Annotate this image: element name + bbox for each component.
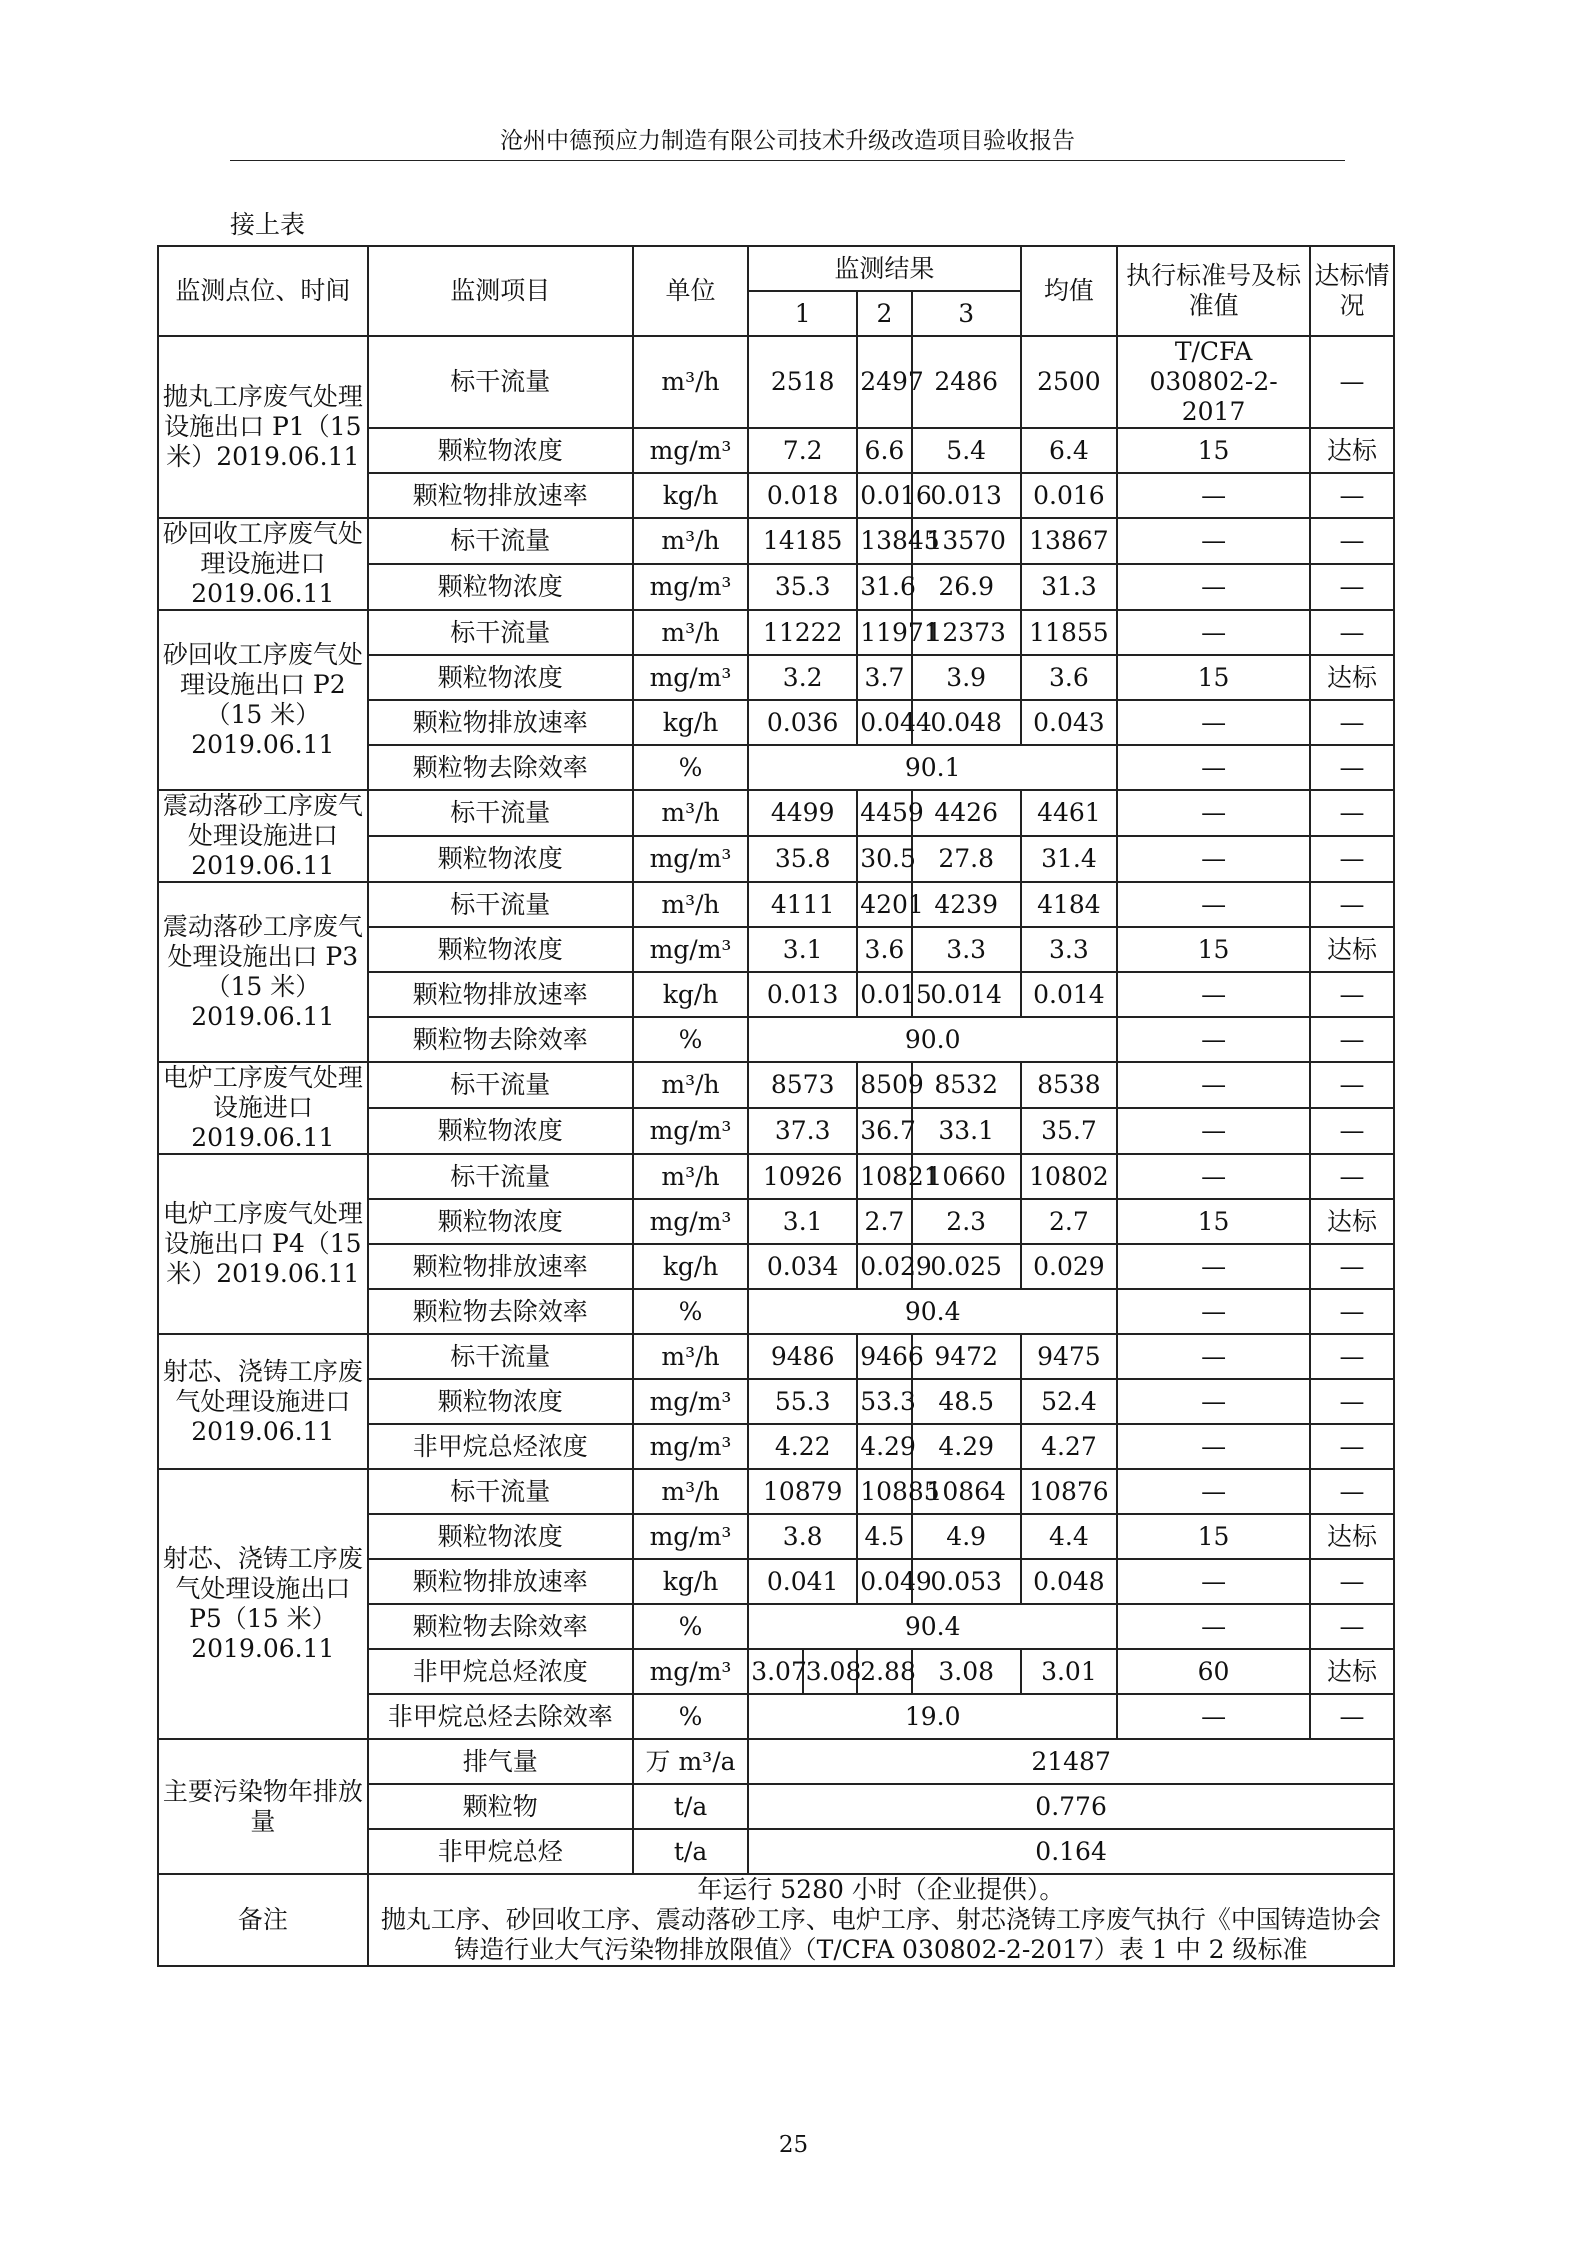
item-cell: 颗粒物浓度 bbox=[368, 1199, 633, 1244]
unit-cell: m³/h bbox=[633, 1334, 748, 1379]
unit-cell: 万 m³/a bbox=[633, 1739, 748, 1784]
col-header-results: 监测结果 bbox=[748, 246, 1021, 291]
table-row bbox=[158, 336, 1394, 428]
monitoring-table bbox=[157, 245, 1395, 1967]
standard-cell: — bbox=[1117, 1062, 1310, 1108]
standard-cell: 60 bbox=[1117, 1649, 1310, 1694]
standard-cell: — bbox=[1117, 790, 1310, 836]
standard-cell: 15 bbox=[1117, 655, 1310, 700]
unit-cell: % bbox=[633, 1289, 748, 1334]
mean-cell: 11855 bbox=[1021, 610, 1117, 655]
annual-row bbox=[158, 1739, 1394, 1784]
result-cell: 4111 bbox=[748, 882, 857, 927]
item-cell: 标干流量 bbox=[368, 1469, 633, 1514]
result-cell: 10821 bbox=[857, 1154, 912, 1199]
result-cell: 26.9 bbox=[912, 564, 1021, 610]
mean-cell: 3.6 bbox=[1021, 655, 1117, 700]
item-cell: 非甲烷总烃浓度 bbox=[368, 1649, 633, 1694]
compliance-cell: — bbox=[1310, 1017, 1394, 1062]
location-cell: 电炉工序废气处理设施进口 2019.06.11 bbox=[158, 1062, 368, 1154]
mean-cell: 0.014 bbox=[1021, 972, 1117, 1017]
result-cell: 11971 bbox=[857, 610, 912, 655]
location-cell: 射芯、浇铸工序废气处理设施出口 P5（15 米）2019.06.11 bbox=[158, 1469, 368, 1739]
result-cell: 3.8 bbox=[748, 1514, 857, 1559]
merged-result-cell: 90.0 bbox=[748, 1017, 1117, 1062]
compliance-cell: — bbox=[1310, 790, 1394, 836]
standard-cell: — bbox=[1117, 1017, 1310, 1062]
compliance-cell: 达标 bbox=[1310, 1649, 1394, 1694]
result-cell: 3.7 bbox=[857, 655, 912, 700]
unit-cell: mg/m³ bbox=[633, 1199, 748, 1244]
result-cell: 4239 bbox=[912, 882, 1021, 927]
merged-result-cell: 19.0 bbox=[748, 1694, 1117, 1739]
result-cell: 3.9 bbox=[912, 655, 1021, 700]
table-row bbox=[158, 1469, 1394, 1514]
result-cell: 10885 bbox=[857, 1469, 912, 1514]
location-cell: 砂回收工序废气处理设施出口 P2（15 米）2019.06.11 bbox=[158, 610, 368, 790]
unit-cell: % bbox=[633, 1604, 748, 1649]
annual-value-cell: 0.776 bbox=[748, 1784, 1394, 1829]
unit-cell: m³/h bbox=[633, 336, 748, 428]
compliance-cell: — bbox=[1310, 1694, 1394, 1739]
item-cell: 颗粒物浓度 bbox=[368, 428, 633, 473]
unit-cell: t/a bbox=[633, 1829, 748, 1874]
item-cell: 颗粒物去除效率 bbox=[368, 1289, 633, 1334]
mean-cell: 31.3 bbox=[1021, 564, 1117, 610]
result-cell: 7.2 bbox=[748, 428, 857, 473]
standard-cell: — bbox=[1117, 1469, 1310, 1514]
result-cell: 3.1 bbox=[748, 1199, 857, 1244]
compliance-cell: — bbox=[1310, 1334, 1394, 1379]
compliance-cell: — bbox=[1310, 610, 1394, 655]
mean-cell: 4461 bbox=[1021, 790, 1117, 836]
result-cell: 13570 bbox=[912, 518, 1021, 564]
result-cell: 9486 bbox=[748, 1334, 857, 1379]
item-cell: 颗粒物浓度 bbox=[368, 564, 633, 610]
result-cell: 10926 bbox=[748, 1154, 857, 1199]
compliance-cell: 达标 bbox=[1310, 655, 1394, 700]
result-cell: 4201 bbox=[857, 882, 912, 927]
item-cell: 颗粒物浓度 bbox=[368, 1514, 633, 1559]
result-cell: 8509 bbox=[857, 1062, 912, 1108]
unit-cell: % bbox=[633, 1017, 748, 1062]
unit-cell: mg/m³ bbox=[633, 655, 748, 700]
standard-cell: 15 bbox=[1117, 1514, 1310, 1559]
compliance-cell: — bbox=[1310, 836, 1394, 882]
item-cell: 非甲烷总烃 bbox=[368, 1829, 633, 1874]
result-cell: 4.29 bbox=[912, 1424, 1021, 1469]
mean-cell: 3.01 bbox=[1021, 1649, 1117, 1694]
unit-cell: kg/h bbox=[633, 700, 748, 745]
item-cell: 颗粒物去除效率 bbox=[368, 1017, 633, 1062]
compliance-cell: — bbox=[1310, 1424, 1394, 1469]
remarks-line: 抛丸工序、砂回收工序、震动落砂工序、电炉工序、射芯浇铸工序废气执行《中国铸造协会铸造行业大气污染物排放限值》（T/CFA 030802-2-2017）表 1 中 2 级标准 bbox=[380, 1905, 1381, 1964]
unit-cell: m³/h bbox=[633, 790, 748, 836]
result-cell: 3.08 bbox=[912, 1649, 1021, 1694]
unit-cell: m³/h bbox=[633, 1469, 748, 1514]
mean-cell: 6.4 bbox=[1021, 428, 1117, 473]
table-row bbox=[158, 518, 1394, 564]
item-cell: 排气量 bbox=[368, 1739, 633, 1784]
unit-cell: m³/h bbox=[633, 1062, 748, 1108]
location-cell: 震动落砂工序废气处理设施进口 2019.06.11 bbox=[158, 790, 368, 882]
standard-cell: — bbox=[1117, 836, 1310, 882]
col-header-standard: 执行标准号及标准值 bbox=[1117, 246, 1310, 336]
standard-cell: — bbox=[1117, 1694, 1310, 1739]
mean-cell: 9475 bbox=[1021, 1334, 1117, 1379]
result-cell: 4.22 bbox=[748, 1424, 857, 1469]
standard-cell: 15 bbox=[1117, 927, 1310, 972]
item-cell: 标干流量 bbox=[368, 882, 633, 927]
annual-value-cell: 21487 bbox=[748, 1739, 1394, 1784]
compliance-cell: 达标 bbox=[1310, 927, 1394, 972]
unit-cell: mg/m³ bbox=[633, 1424, 748, 1469]
col-header-r1: 1 bbox=[748, 291, 857, 336]
standard-cell: — bbox=[1117, 700, 1310, 745]
mean-cell: 10876 bbox=[1021, 1469, 1117, 1514]
result-cell: 3.6 bbox=[857, 927, 912, 972]
standard-cell: — bbox=[1117, 1604, 1310, 1649]
compliance-cell: 达标 bbox=[1310, 428, 1394, 473]
table-row bbox=[158, 790, 1394, 836]
result-cell: 3.07 bbox=[748, 1649, 803, 1694]
compliance-cell: — bbox=[1310, 1154, 1394, 1199]
standard-cell: — bbox=[1117, 1108, 1310, 1154]
col-header-item: 监测项目 bbox=[368, 246, 633, 336]
result-cell: 4499 bbox=[748, 790, 857, 836]
compliance-cell: — bbox=[1310, 564, 1394, 610]
compliance-cell: — bbox=[1310, 1289, 1394, 1334]
result-cell: 0.013 bbox=[748, 972, 857, 1017]
result-cell: 9466 bbox=[857, 1334, 912, 1379]
result-cell: 13845 bbox=[857, 518, 912, 564]
result-cell: 0.036 bbox=[748, 700, 857, 745]
remarks-row bbox=[158, 1874, 1394, 1966]
mean-cell: 31.4 bbox=[1021, 836, 1117, 882]
result-cell: 53.3 bbox=[857, 1379, 912, 1424]
standard-cell: — bbox=[1117, 1244, 1310, 1289]
result-cell: 48.5 bbox=[912, 1379, 1021, 1424]
item-cell: 颗粒物去除效率 bbox=[368, 1604, 633, 1649]
result-cell: 6.6 bbox=[857, 428, 912, 473]
compliance-cell: 达标 bbox=[1310, 1199, 1394, 1244]
item-cell: 标干流量 bbox=[368, 1334, 633, 1379]
standard-cell: 15 bbox=[1117, 428, 1310, 473]
result-cell: 4426 bbox=[912, 790, 1021, 836]
item-cell: 颗粒物排放速率 bbox=[368, 972, 633, 1017]
result-cell: 9472 bbox=[912, 1334, 1021, 1379]
unit-cell: kg/h bbox=[633, 972, 748, 1017]
item-cell: 标干流量 bbox=[368, 336, 633, 428]
item-cell: 标干流量 bbox=[368, 790, 633, 836]
result-cell: 0.029 bbox=[857, 1244, 912, 1289]
item-cell: 颗粒物去除效率 bbox=[368, 745, 633, 790]
unit-cell: mg/m³ bbox=[633, 428, 748, 473]
location-cell: 抛丸工序废气处理设施出口 P1（15 米）2019.06.11 bbox=[158, 336, 368, 518]
unit-cell: % bbox=[633, 1694, 748, 1739]
result-cell: 5.4 bbox=[912, 428, 1021, 473]
unit-cell: mg/m³ bbox=[633, 1649, 748, 1694]
item-cell: 颗粒物排放速率 bbox=[368, 1559, 633, 1604]
unit-cell: t/a bbox=[633, 1784, 748, 1829]
result-cell: 0.053 bbox=[912, 1559, 1021, 1604]
result-cell: 0.044 bbox=[857, 700, 912, 745]
item-cell: 颗粒物浓度 bbox=[368, 836, 633, 882]
item-cell: 颗粒物排放速率 bbox=[368, 700, 633, 745]
mean-cell: 0.048 bbox=[1021, 1559, 1117, 1604]
mean-cell: 4.27 bbox=[1021, 1424, 1117, 1469]
unit-cell: mg/m³ bbox=[633, 1108, 748, 1154]
standard-cell: — bbox=[1117, 1334, 1310, 1379]
result-cell: 0.025 bbox=[912, 1244, 1021, 1289]
result-cell: 2.88 bbox=[857, 1649, 912, 1694]
result-cell: 8573 bbox=[748, 1062, 857, 1108]
result-cell: 4.29 bbox=[857, 1424, 912, 1469]
page-number: 25 bbox=[778, 2132, 809, 2158]
item-cell: 标干流量 bbox=[368, 1154, 633, 1199]
result-cell: 2518 bbox=[748, 336, 857, 428]
unit-cell: mg/m³ bbox=[633, 1514, 748, 1559]
mean-cell: 35.7 bbox=[1021, 1108, 1117, 1154]
mean-cell: 0.029 bbox=[1021, 1244, 1117, 1289]
result-cell: 4459 bbox=[857, 790, 912, 836]
result-cell: 3.3 bbox=[912, 927, 1021, 972]
standard-cell: — bbox=[1117, 1379, 1310, 1424]
result-cell: 2486 bbox=[912, 336, 1021, 428]
table-row bbox=[158, 610, 1394, 655]
standard-cell: — bbox=[1117, 972, 1310, 1017]
table-row bbox=[158, 1334, 1394, 1379]
result-cell: 0.049 bbox=[857, 1559, 912, 1604]
unit-cell: mg/m³ bbox=[633, 1379, 748, 1424]
result-cell: 0.016 bbox=[857, 473, 912, 518]
result-cell: 0.013 bbox=[912, 473, 1021, 518]
standard-cell: — bbox=[1117, 882, 1310, 927]
compliance-cell: — bbox=[1310, 972, 1394, 1017]
result-cell: 10660 bbox=[912, 1154, 1021, 1199]
result-cell: 35.3 bbox=[748, 564, 857, 610]
unit-cell: % bbox=[633, 745, 748, 790]
result-cell: 0.015 bbox=[857, 972, 912, 1017]
location-cell: 震动落砂工序废气处理设施出口 P3（15 米）2019.06.11 bbox=[158, 882, 368, 1062]
unit-cell: m³/h bbox=[633, 882, 748, 927]
item-cell: 标干流量 bbox=[368, 610, 633, 655]
standard-cell: T/CFA 030802-2-2017 bbox=[1117, 336, 1310, 428]
remarks-label: 备注 bbox=[158, 1874, 368, 1966]
result-cell: 3.2 bbox=[748, 655, 857, 700]
compliance-cell: — bbox=[1310, 336, 1394, 428]
compliance-cell: — bbox=[1310, 1062, 1394, 1108]
report-header: 沧州中德预应力制造有限公司技术升级改造项目验收报告 bbox=[230, 126, 1345, 161]
standard-cell: — bbox=[1117, 564, 1310, 610]
compliance-cell: — bbox=[1310, 518, 1394, 564]
item-cell: 标干流量 bbox=[368, 518, 633, 564]
standard-cell: — bbox=[1117, 610, 1310, 655]
result-cell: 0.034 bbox=[748, 1244, 857, 1289]
result-cell: 33.1 bbox=[912, 1108, 1021, 1154]
standard-cell: 15 bbox=[1117, 1199, 1310, 1244]
merged-result-cell: 90.4 bbox=[748, 1604, 1117, 1649]
result-cell: 2.7 bbox=[857, 1199, 912, 1244]
mean-cell: 2.7 bbox=[1021, 1199, 1117, 1244]
remarks-cell bbox=[368, 1874, 1394, 1966]
standard-cell: — bbox=[1117, 473, 1310, 518]
standard-cell: — bbox=[1117, 1424, 1310, 1469]
result-cell: 4.9 bbox=[912, 1514, 1021, 1559]
compliance-cell: — bbox=[1310, 1379, 1394, 1424]
mean-cell: 3.3 bbox=[1021, 927, 1117, 972]
merged-result-cell: 90.1 bbox=[748, 745, 1117, 790]
item-cell: 颗粒物浓度 bbox=[368, 927, 633, 972]
mean-cell: 13867 bbox=[1021, 518, 1117, 564]
result-cell: 14185 bbox=[748, 518, 857, 564]
item-cell: 颗粒物浓度 bbox=[368, 1108, 633, 1154]
result-cell: 2497 bbox=[857, 336, 912, 428]
standard-cell: — bbox=[1117, 745, 1310, 790]
result-cell: 35.8 bbox=[748, 836, 857, 882]
unit-cell: kg/h bbox=[633, 1244, 748, 1289]
result-cell: 0.018 bbox=[748, 473, 857, 518]
result-cell: 55.3 bbox=[748, 1379, 857, 1424]
item-cell: 颗粒物排放速率 bbox=[368, 1244, 633, 1289]
unit-cell: kg/h bbox=[633, 1559, 748, 1604]
location-cell: 电炉工序废气处理设施出口 P4（15 米）2019.06.11 bbox=[158, 1154, 368, 1334]
unit-cell: m³/h bbox=[633, 518, 748, 564]
item-cell: 颗粒物浓度 bbox=[368, 1379, 633, 1424]
mean-cell: 0.016 bbox=[1021, 473, 1117, 518]
result-cell: 11222 bbox=[748, 610, 857, 655]
mean-cell: 2500 bbox=[1021, 336, 1117, 428]
annual-value-cell: 0.164 bbox=[748, 1829, 1394, 1874]
compliance-cell: — bbox=[1310, 1604, 1394, 1649]
result-cell: 36.7 bbox=[857, 1108, 912, 1154]
compliance-cell: — bbox=[1310, 882, 1394, 927]
result-cell: 10864 bbox=[912, 1469, 1021, 1514]
result-cell: 10879 bbox=[748, 1469, 857, 1514]
compliance-cell: — bbox=[1310, 473, 1394, 518]
compliance-cell: — bbox=[1310, 1469, 1394, 1514]
result-cell: 37.3 bbox=[748, 1108, 857, 1154]
result-cell: 3.1 bbox=[748, 927, 857, 972]
standard-cell: — bbox=[1117, 1154, 1310, 1199]
mean-cell: 4.4 bbox=[1021, 1514, 1117, 1559]
col-header-location: 监测点位、时间 bbox=[158, 246, 368, 336]
annual-label: 主要污染物年排放量 bbox=[158, 1739, 368, 1874]
result-cell: 27.8 bbox=[912, 836, 1021, 882]
mean-cell: 8538 bbox=[1021, 1062, 1117, 1108]
mean-cell: 0.043 bbox=[1021, 700, 1117, 745]
table-caption: 接上表 bbox=[230, 210, 306, 239]
unit-cell: m³/h bbox=[633, 610, 748, 655]
merged-result-cell: 90.4 bbox=[748, 1289, 1117, 1334]
standard-cell: — bbox=[1117, 1559, 1310, 1604]
unit-cell: m³/h bbox=[633, 1154, 748, 1199]
compliance-cell: — bbox=[1310, 700, 1394, 745]
compliance-cell: — bbox=[1310, 1244, 1394, 1289]
item-cell: 标干流量 bbox=[368, 1062, 633, 1108]
unit-cell: mg/m³ bbox=[633, 927, 748, 972]
item-cell: 非甲烷总烃浓度 bbox=[368, 1424, 633, 1469]
table-row bbox=[158, 1062, 1394, 1108]
mean-cell: 52.4 bbox=[1021, 1379, 1117, 1424]
remarks-line: 年运行 5280 小时（企业提供）。 bbox=[697, 1875, 1065, 1904]
result-cell: 31.6 bbox=[857, 564, 912, 610]
result-cell: 4.5 bbox=[857, 1514, 912, 1559]
item-cell: 颗粒物浓度 bbox=[368, 655, 633, 700]
standard-cell: — bbox=[1117, 1289, 1310, 1334]
result-cell: 0.014 bbox=[912, 972, 1021, 1017]
item-cell: 颗粒物排放速率 bbox=[368, 473, 633, 518]
result-cell: 30.5 bbox=[857, 836, 912, 882]
col-header-r3: 3 bbox=[912, 291, 1021, 336]
result-cell: 0.041 bbox=[748, 1559, 857, 1604]
table-row bbox=[158, 882, 1394, 927]
unit-cell: mg/m³ bbox=[633, 836, 748, 882]
compliance-cell: — bbox=[1310, 1559, 1394, 1604]
col-header-r2: 2 bbox=[857, 291, 912, 336]
table-row bbox=[158, 1154, 1394, 1199]
result-cell: 0.048 bbox=[912, 700, 1021, 745]
col-header-unit: 单位 bbox=[633, 246, 748, 336]
result-cell: 2.3 bbox=[912, 1199, 1021, 1244]
standard-cell: — bbox=[1117, 518, 1310, 564]
item-cell: 颗粒物 bbox=[368, 1784, 633, 1829]
compliance-cell: 达标 bbox=[1310, 1514, 1394, 1559]
location-cell: 射芯、浇铸工序废气处理设施进口 2019.06.11 bbox=[158, 1334, 368, 1469]
result-cell: 12373 bbox=[912, 610, 1021, 655]
location-cell: 砂回收工序废气处理设施进口 2019.06.11 bbox=[158, 518, 368, 610]
mean-cell: 4184 bbox=[1021, 882, 1117, 927]
header-row bbox=[158, 246, 1394, 291]
col-header-mean: 均值 bbox=[1021, 246, 1117, 336]
mean-cell: 10802 bbox=[1021, 1154, 1117, 1199]
compliance-cell: — bbox=[1310, 1108, 1394, 1154]
result-cell: 8532 bbox=[912, 1062, 1021, 1108]
result-cell: 3.08 bbox=[803, 1649, 858, 1694]
compliance-cell: — bbox=[1310, 745, 1394, 790]
unit-cell: mg/m³ bbox=[633, 564, 748, 610]
item-cell: 非甲烷总烃去除效率 bbox=[368, 1694, 633, 1739]
col-header-compliance: 达标情况 bbox=[1310, 246, 1394, 336]
unit-cell: kg/h bbox=[633, 473, 748, 518]
